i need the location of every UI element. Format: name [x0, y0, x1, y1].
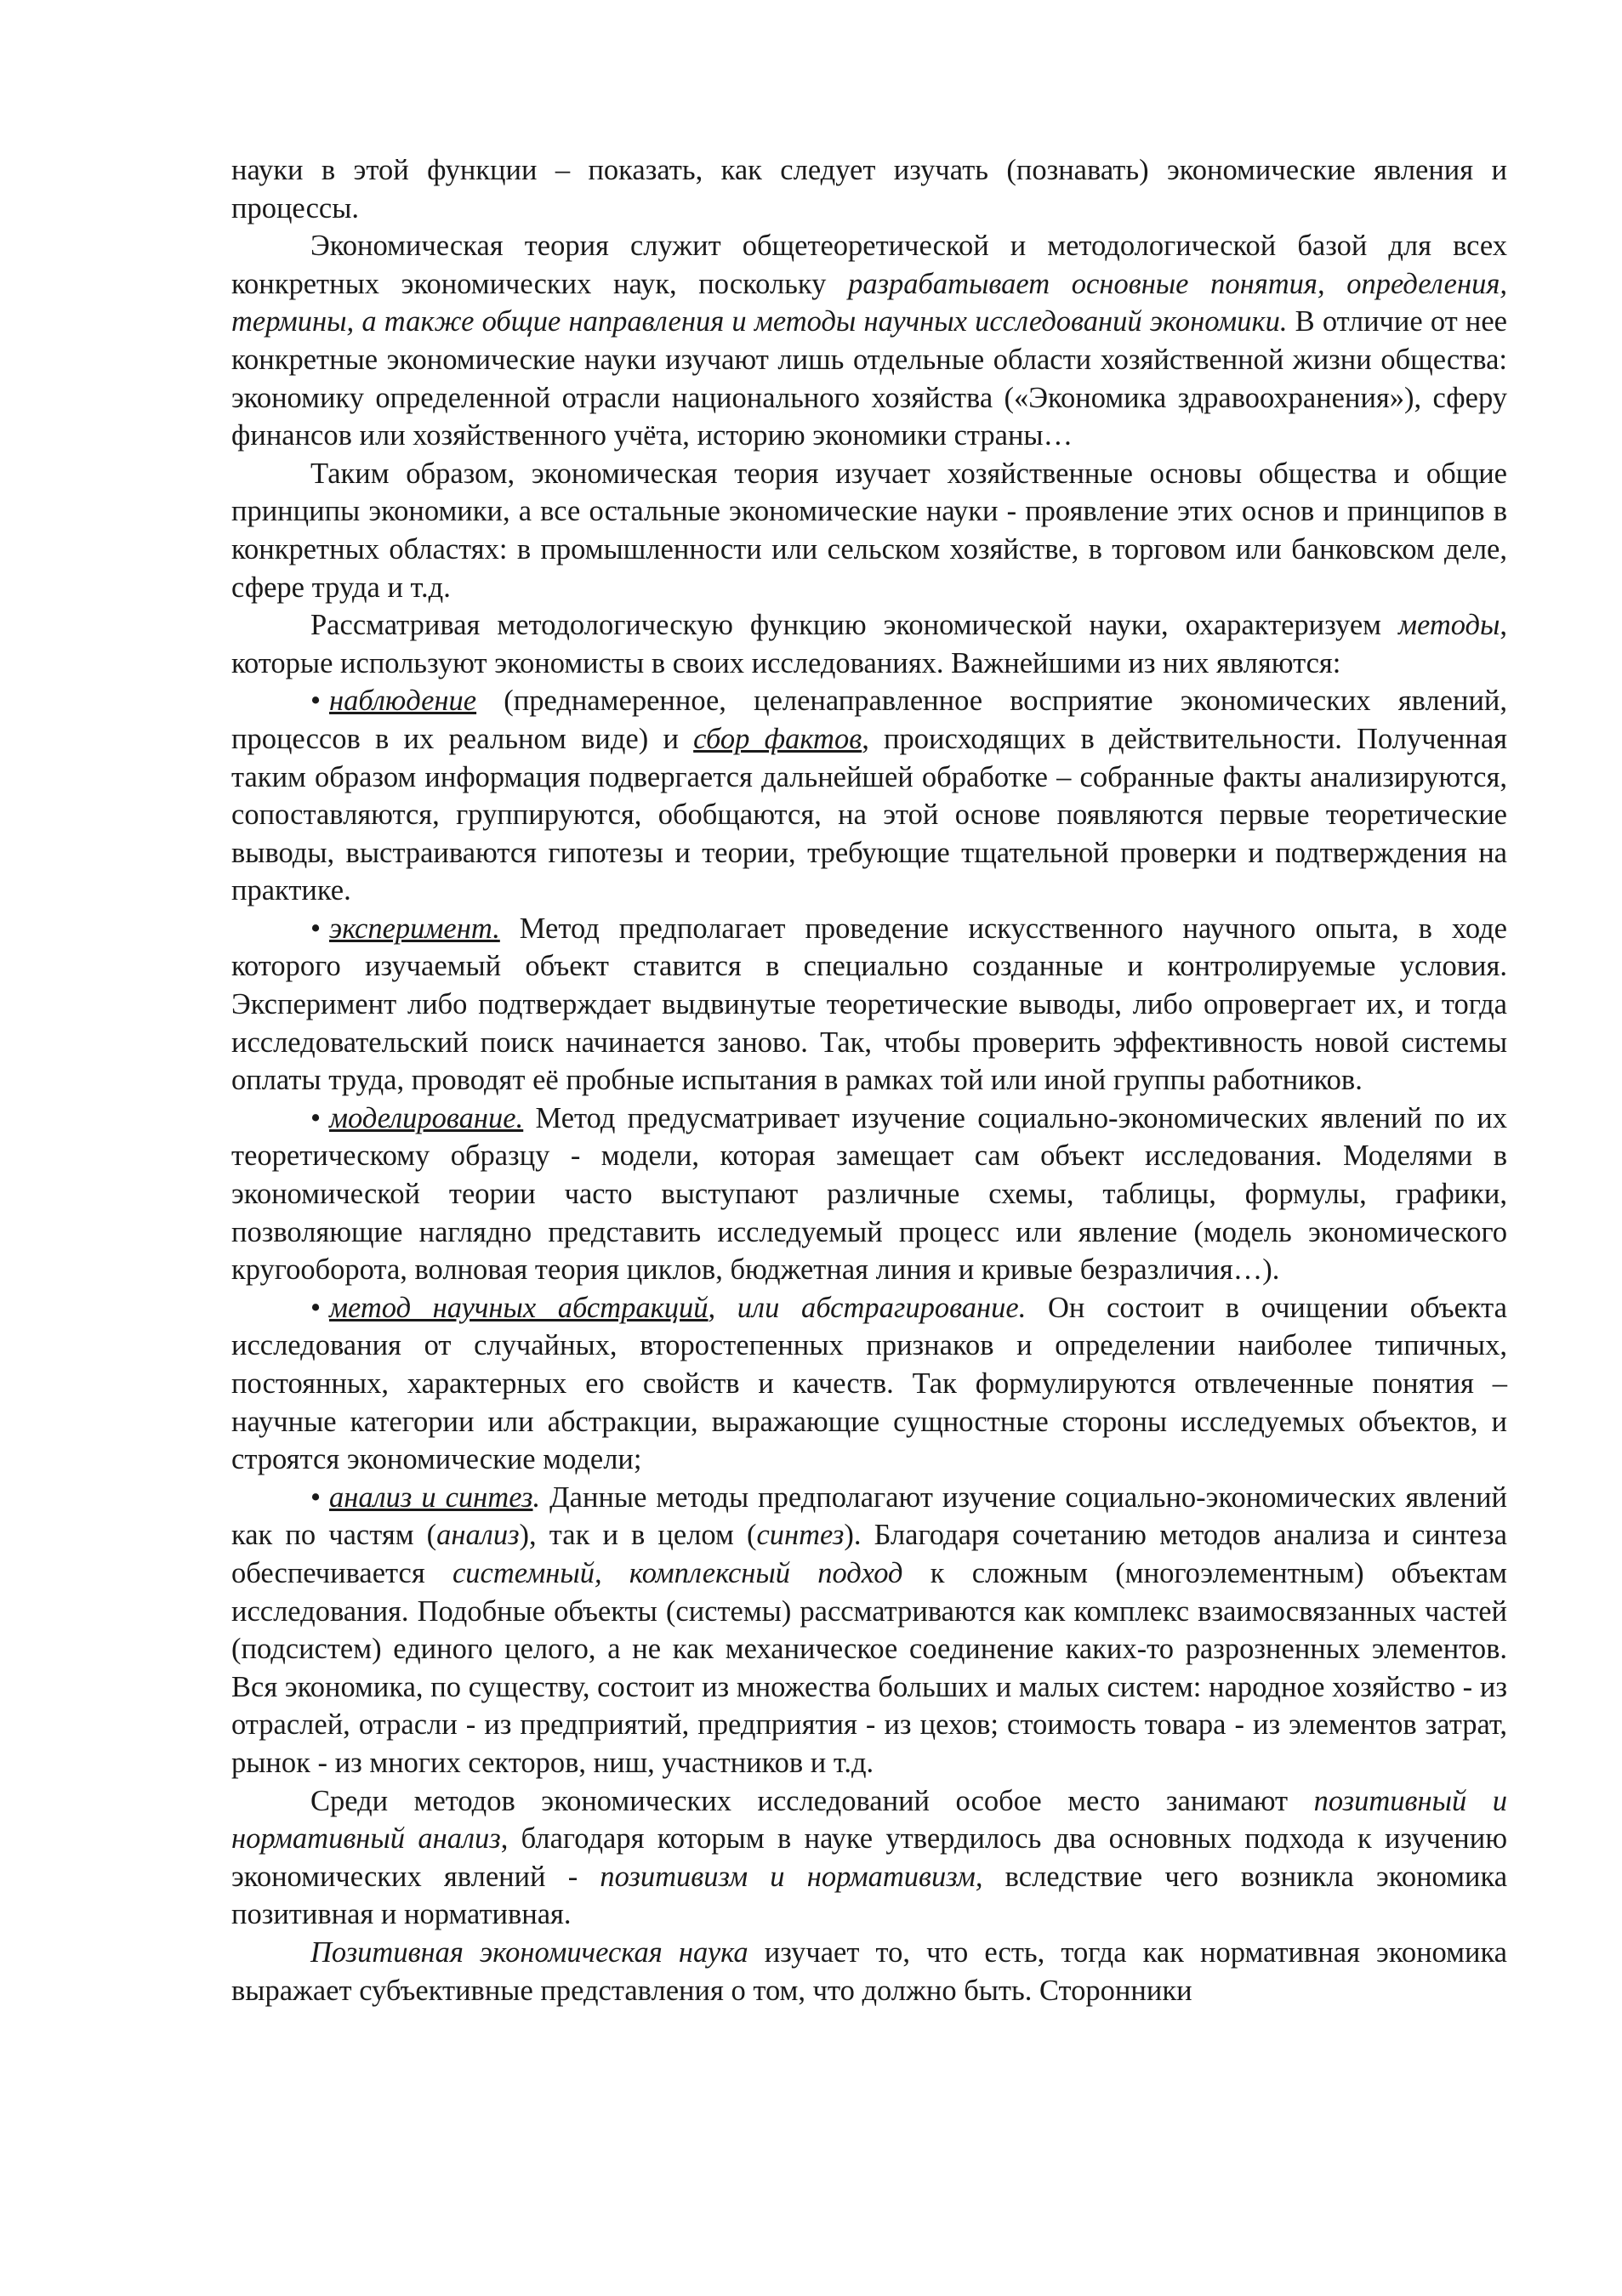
- text-run: , происходящих в действительности. Полученная таким образом информация подвергается дальнейшей обработке – собранные факты анализируются, сопоставляются, группируются, обобщаются, на этой основе появляются первые теоретические выводы, выстраиваются гипотезы и теории, требующие тщательной проверки и подтверждения на практике.: [231, 722, 1508, 907]
- text-run: Данные методы предполагают изучение социально-экономических явлений как по частям (: [231, 1480, 1507, 1552]
- text-run: Рассматривая методологическую функцию экономической науки, охарактеризуем: [310, 609, 1398, 642]
- emphasis-text: Позитивная экономическая наука: [310, 1935, 748, 1969]
- text-run: ), так и в целом (: [519, 1519, 757, 1552]
- emphasis-text: метод научных абстракций: [329, 1291, 709, 1324]
- emphasis-text: эксперимент.: [329, 912, 500, 945]
- text-run: к сложным (многоэлементным) объектам исследования. Подобные объекты (системы) рассматриваются как комплекс взаимосвязанных частей (подсистем) единого целого, а не как механическое соединение каких-то разрозненных элементов. Вся экономика, по существу, состоит из множества больших и малых систем: народное хозяйство - из отраслей, отрасли - из предприятий, предприятия - из цехов; стоимость товара - из элементов затрат, рынок - из многих секторов, ниш, участников и т.д.: [231, 1556, 1507, 1779]
- emphasis-text: позитивный и нормативный анализ: [231, 1784, 1507, 1856]
- bullet-mark: •: [310, 1101, 322, 1134]
- text-run: (преднамеренное, целенаправленное восприятие экономических явлений, процессов в их реальном виде) и: [231, 685, 1507, 755]
- bullet-paragraph: [231, 1100, 1507, 1289]
- emphasis-text: разрабатывает основные понятия, определения, термины, а также общие направления и методы научных исследований экономики.: [231, 267, 1507, 338]
- paragraph: [231, 227, 1507, 455]
- emphasis-text: анализ и синтез: [329, 1480, 533, 1514]
- emphasis-text: анализ: [436, 1519, 520, 1552]
- text-run: В отличие от нее конкретные экономические науки изучают лишь отдельные области хозяйственной жизни общества: экономику определенной отрасли национального хозяйства («Экономика здравоохранения»), сферу финансов или хозяйственного учёта, историю экономики страны…: [231, 305, 1507, 452]
- text-run: науки в этой функции – показать, как следует изучать (познавать) экономические явления и процессы.: [231, 154, 1507, 224]
- text-run: , которые используют экономисты в своих исследованиях. Важнейшими из них являются:: [231, 609, 1507, 679]
- emphasis-text: позитивизм и нормативизм,: [600, 1860, 983, 1893]
- paragraph: [231, 1934, 1507, 2009]
- text-run: Среди методов экономических исследований особое место занимают: [310, 1784, 1314, 1817]
- bullet-mark: •: [310, 912, 322, 945]
- bullet-paragraph: [231, 910, 1507, 1100]
- text-run: вследствие чего возникла экономика позитивная и нормативная.: [231, 1860, 1508, 1931]
- bullet-mark: •: [310, 1291, 322, 1324]
- document-page: [231, 151, 1507, 2009]
- bullet-paragraph: [231, 682, 1507, 910]
- paragraph: [231, 606, 1507, 682]
- bullet-mark: •: [310, 685, 322, 718]
- emphasis-text: наблюдение: [329, 685, 477, 718]
- text-run: Метод предусматривает изучение социально-экономических явлений по их теоретическому образцу - модели, которая замещает сам объект исследования. Моделями в экономической теории часто выступают различные схемы, таблицы, формулы, графики, позволяющие наглядно представить исследуемый процесс или явление (модель экономического кругооборота, волновая теория циклов, бюджетная линия и кривые безразличия…).: [231, 1101, 1507, 1287]
- emphasis-text: системный, комплексный подход: [452, 1556, 903, 1589]
- emphasis-text: методы: [1397, 609, 1500, 642]
- paragraph: [231, 151, 1507, 227]
- emphasis-text: , или абстрагирование.: [708, 1291, 1027, 1324]
- text-run: Метод предполагает проведение искусственного научного опыта, в ходе которого изучаемый объект ставится в специально созданные и контролируемые условия. Эксперимент либо подтверждает выдвинутые теоретические выводы, либо опровергает их, и тогда исследовательский поиск начинается заново. Так, чтобы проверить эффективность новой системы оплаты труда, проводят её пробные испытания в рамках той или иной группы работников.: [231, 912, 1507, 1097]
- text-run: ). Благодаря сочетанию методов анализа и синтеза обеспечивается: [231, 1519, 1507, 1589]
- text-run: , благодаря которым в науке утвердилось два основных подхода к изучению экономических явлений -: [231, 1822, 1507, 1893]
- emphasis-text: моделирование.: [329, 1101, 524, 1134]
- paragraph: [231, 455, 1507, 606]
- text-run: Таким образом, экономическая теория изучает хозяйственные основы общества и общие принципы экономики, а все остальные экономические науки - проявление этих основ и принципов в конкретных областях: в промышленности или сельском хозяйстве, в торговом или банковском деле, сфере труда и т.д.: [231, 457, 1507, 604]
- emphasis-text: сбор фактов: [693, 722, 862, 755]
- emphasis-text: синтез: [756, 1519, 845, 1552]
- emphasis-text: .: [532, 1480, 541, 1514]
- bullet-mark: •: [310, 1480, 322, 1514]
- bullet-paragraph: [231, 1479, 1507, 1782]
- text-run: Экономическая теория служит общетеоретической и методологической базой для всех конкретных экономических наук, поскольку: [231, 230, 1507, 300]
- text-run: Он состоит в очищении объекта исследования от случайных, второстепенных признаков и определении наиболее типичных, постоянных, характерных его свойств и качеств. Так формулируются отвлеченные понятия – научные категории или абстракции, выражающие сущностные стороны исследуемых объектов, и строятся экономические модели;: [231, 1291, 1507, 1476]
- bullet-paragraph: [231, 1289, 1507, 1479]
- text-run: изучает то, что есть, тогда как нормативная экономика выражает субъективные представления о том, что должно быть. Сторонники: [231, 1935, 1507, 2007]
- paragraph: [231, 1782, 1507, 1934]
